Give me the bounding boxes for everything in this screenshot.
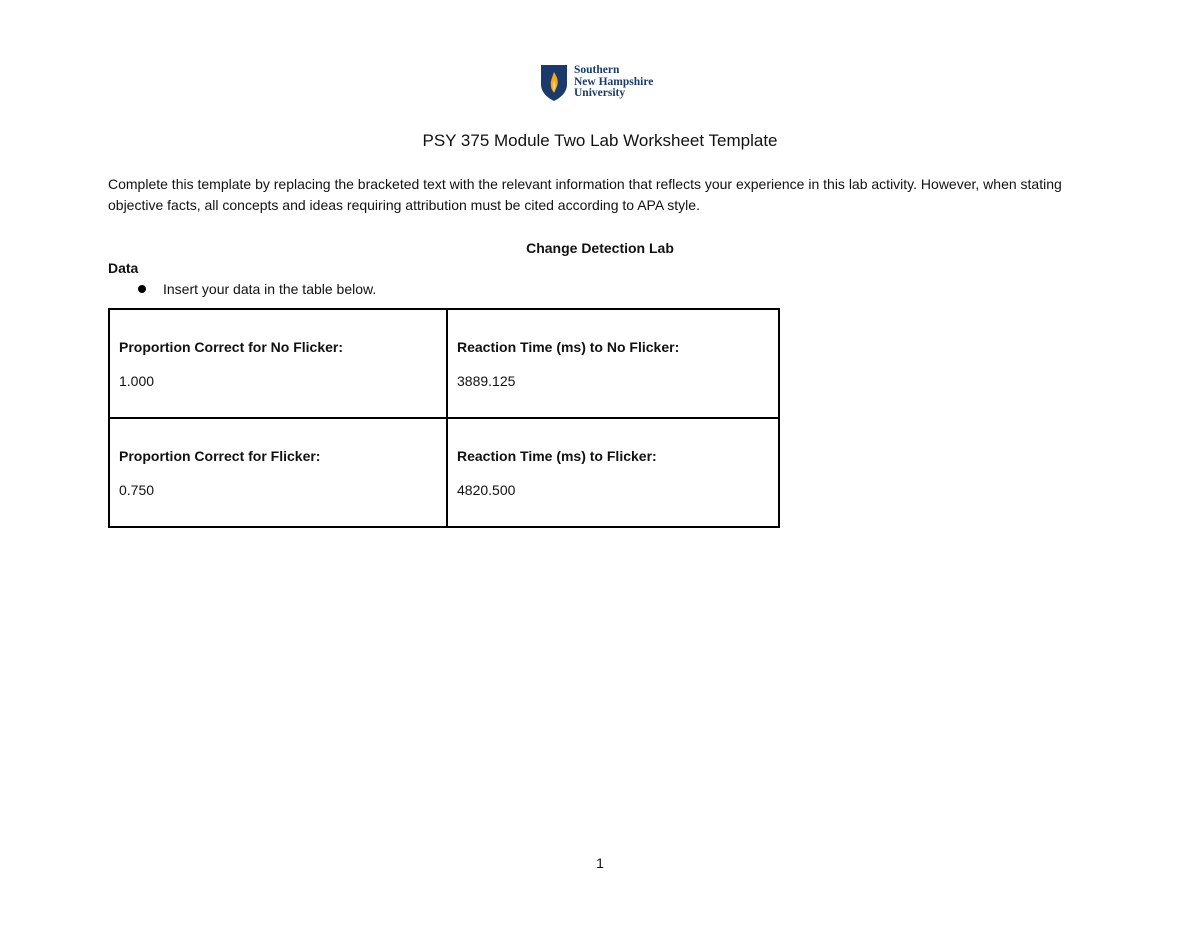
table-cell[interactable] <box>447 309 779 418</box>
cell-value: 4820.500 <box>457 482 516 498</box>
cell-value: 3889.125 <box>457 373 516 389</box>
page-number: 1 <box>596 855 604 871</box>
logo-line-3: University <box>574 87 626 99</box>
logo-wordmark <box>574 65 653 100</box>
shield-flame-icon <box>540 64 568 102</box>
data-table <box>108 308 780 528</box>
bullet-text: Insert your data in the table below. <box>163 281 377 297</box>
cell-value: 1.000 <box>119 373 155 389</box>
bullet-dot-icon <box>138 285 146 293</box>
logo-line-1: Southern <box>574 64 620 76</box>
cell-label: Proportion Correct for Flicker: <box>119 448 321 464</box>
intro-paragraph: Complete this template by replacing the bracketed text with the relevant information that reflects your experience in this lab activity. However, when stating objective facts, all concepts and ideas requiring attribution must be cited according to APA style. <box>108 176 1062 213</box>
table-cell[interactable] <box>109 418 447 527</box>
cell-value: 0.750 <box>119 482 155 498</box>
snhu-logo <box>540 64 653 102</box>
logo-line-2: New Hampshire <box>574 75 654 88</box>
document-title: PSY 375 Module Two Lab Worksheet Template <box>422 131 778 150</box>
section-heading-data: Data <box>108 260 139 276</box>
table-row <box>109 418 779 527</box>
cell-label: Proportion Correct for No Flicker: <box>119 339 344 355</box>
table-row <box>109 309 779 418</box>
table-cell[interactable] <box>109 309 447 418</box>
cell-label: Reaction Time (ms) to No Flicker: <box>457 339 680 355</box>
bullet-item <box>138 281 376 297</box>
cell-label: Reaction Time (ms) to Flicker: <box>457 448 657 464</box>
lab-title: Change Detection Lab <box>526 240 674 256</box>
table-cell[interactable] <box>447 418 779 527</box>
